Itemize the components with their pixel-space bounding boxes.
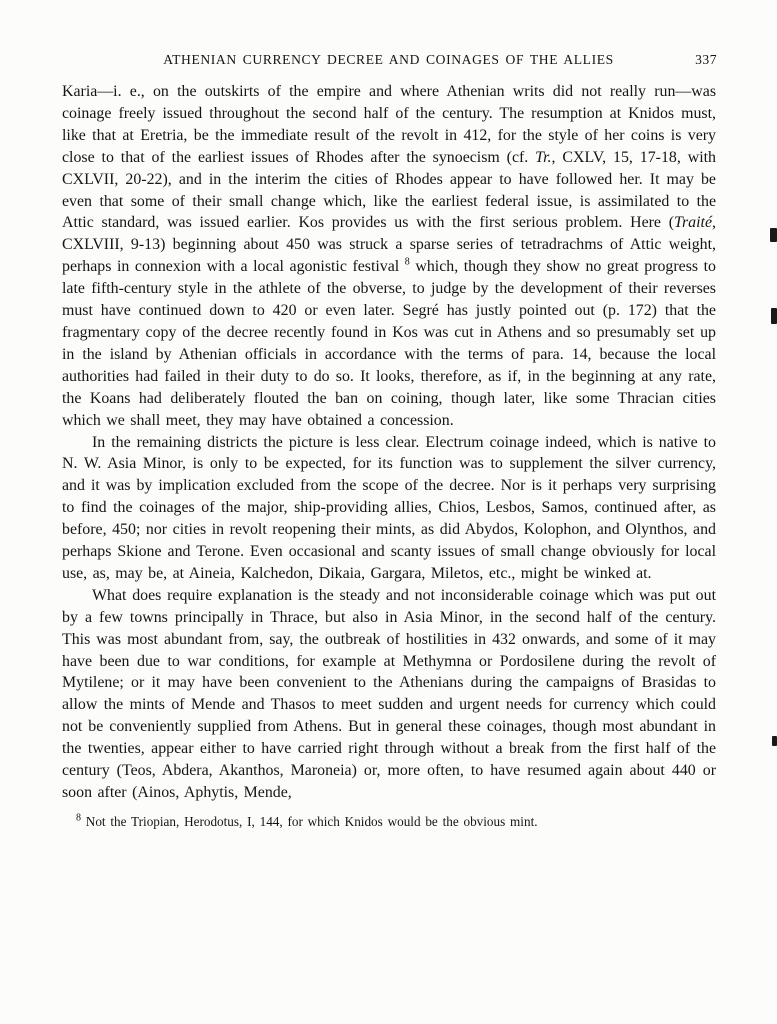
text-run: Karia—i. e., on the outskirts of the empire and where Athenian writs did not really run—was coinage freely issued throughout the second half of the century. The resumption at Knidos must, like that at Eretria, be the immediate result of the revolt in 412, for the style of her coins is very close to that of the earliest issues of Rhodes after the synoecism (cf. [62,83,716,166]
paragraph [62,81,716,432]
header-title: ATHENIAN CURRENCY DECREE AND COINAGES OF THE ALLIES [163,52,614,67]
text-run: , CXLVIII, 9-13) beginning about 450 was struck a sparse series of tetradrachms of Attic weight, perhaps in connexion with a local agonistic festival [62,214,716,276]
paragraph [62,585,716,804]
text-run: which, though they show no great progress to late fifth-century style in the athlete of the obverse, to judge by the development of their reverses must have continued down to 420 or even later. Segré has justly pointed out (p. 172) that the fragmentary copy of the decree recently found in Kos was cut in Athens and so presumably set up in the island by Athenian officials in accordance with the terms of para. 14, because the local authorities had failed in their duty to do so. It looks, therefore, as if, in the beginning at any rate, the Koans had deliberately flouted the ban on coining, though later, like some Thracian cities which we shall meet, they may have obtained a concession. [62,258,716,429]
text-run: In the remaining districts the picture is less clear. Electrum coinage indeed, which is native to N. W. Asia Minor, is only to be expected, for its function was to supplement the silver currency, and it was by implication excluded from the scope of the decree. Nor is it perhaps very surprising to find the coinages of the major, ship-providing allies, Chios, Lesbos, Samos, continued after, as before, 450; nor cities in revolt reopening their mints, as did Abydos, Kolophon, and Olynthos, and perhaps Skione and Terone. Even occasional and scanty issues of small change obviously for local use, as, may be, at Aineia, Kalchedon, Dikaia, Gargara, Miletos, etc., might be winked at. [62,433,716,582]
running-header [60,52,717,68]
footnote-marker: 8 [404,256,410,268]
body-text [62,81,716,804]
text-run: , CXLV, 15, 17-18, with CXLVII, 20-22), and in the interim the cities of Rhodes appear to have followed her. It may be even that some of their small change which, like the earliest federal issue, is assimilated to the Attic standard, was issued earlier. Kos provides us with the first serious problem. Here ( [62,148,716,232]
page-number: 337 [695,52,717,67]
italic-text: Traité [674,214,713,232]
italic-text: Tr. [535,148,552,166]
footnote [76,813,716,831]
paragraph [62,432,716,585]
scan-artifact [772,736,777,746]
footnote-marker: 8 [76,812,81,824]
text-run: Not the Triopian, Herodotus, I, 144, for which Knidos would be the obvious mint. [81,813,538,829]
scan-artifact [770,228,777,242]
scan-artifact [771,308,777,324]
text-run: What does require explanation is the steady and not inconsiderable coinage which was put out by a few towns principally in Thrace, but also in Asia Minor, in the second half of the century. This was most abundant from, say, the outbreak of hostilities in 432 onwards, and some of it may have been due to war conditions, for example at Methymna or Pordosilene during the revolt of Mytilene; or it may have been convenient to the Athenians during the campaigns of Brasidas to allow the mints of Mende and Thasos to meet sudden and urgent needs for currency which could not be conveniently supplied from Athens. But in general these coinages, though most abundant in the twenties, appear either to have carried right through without a break from the first half of the century (Teos, Abdera, Akanthos, Maroneia) or, more often, to have resumed again about 440 or soon after (Ainos, Aphytis, Mende, [62,586,716,801]
